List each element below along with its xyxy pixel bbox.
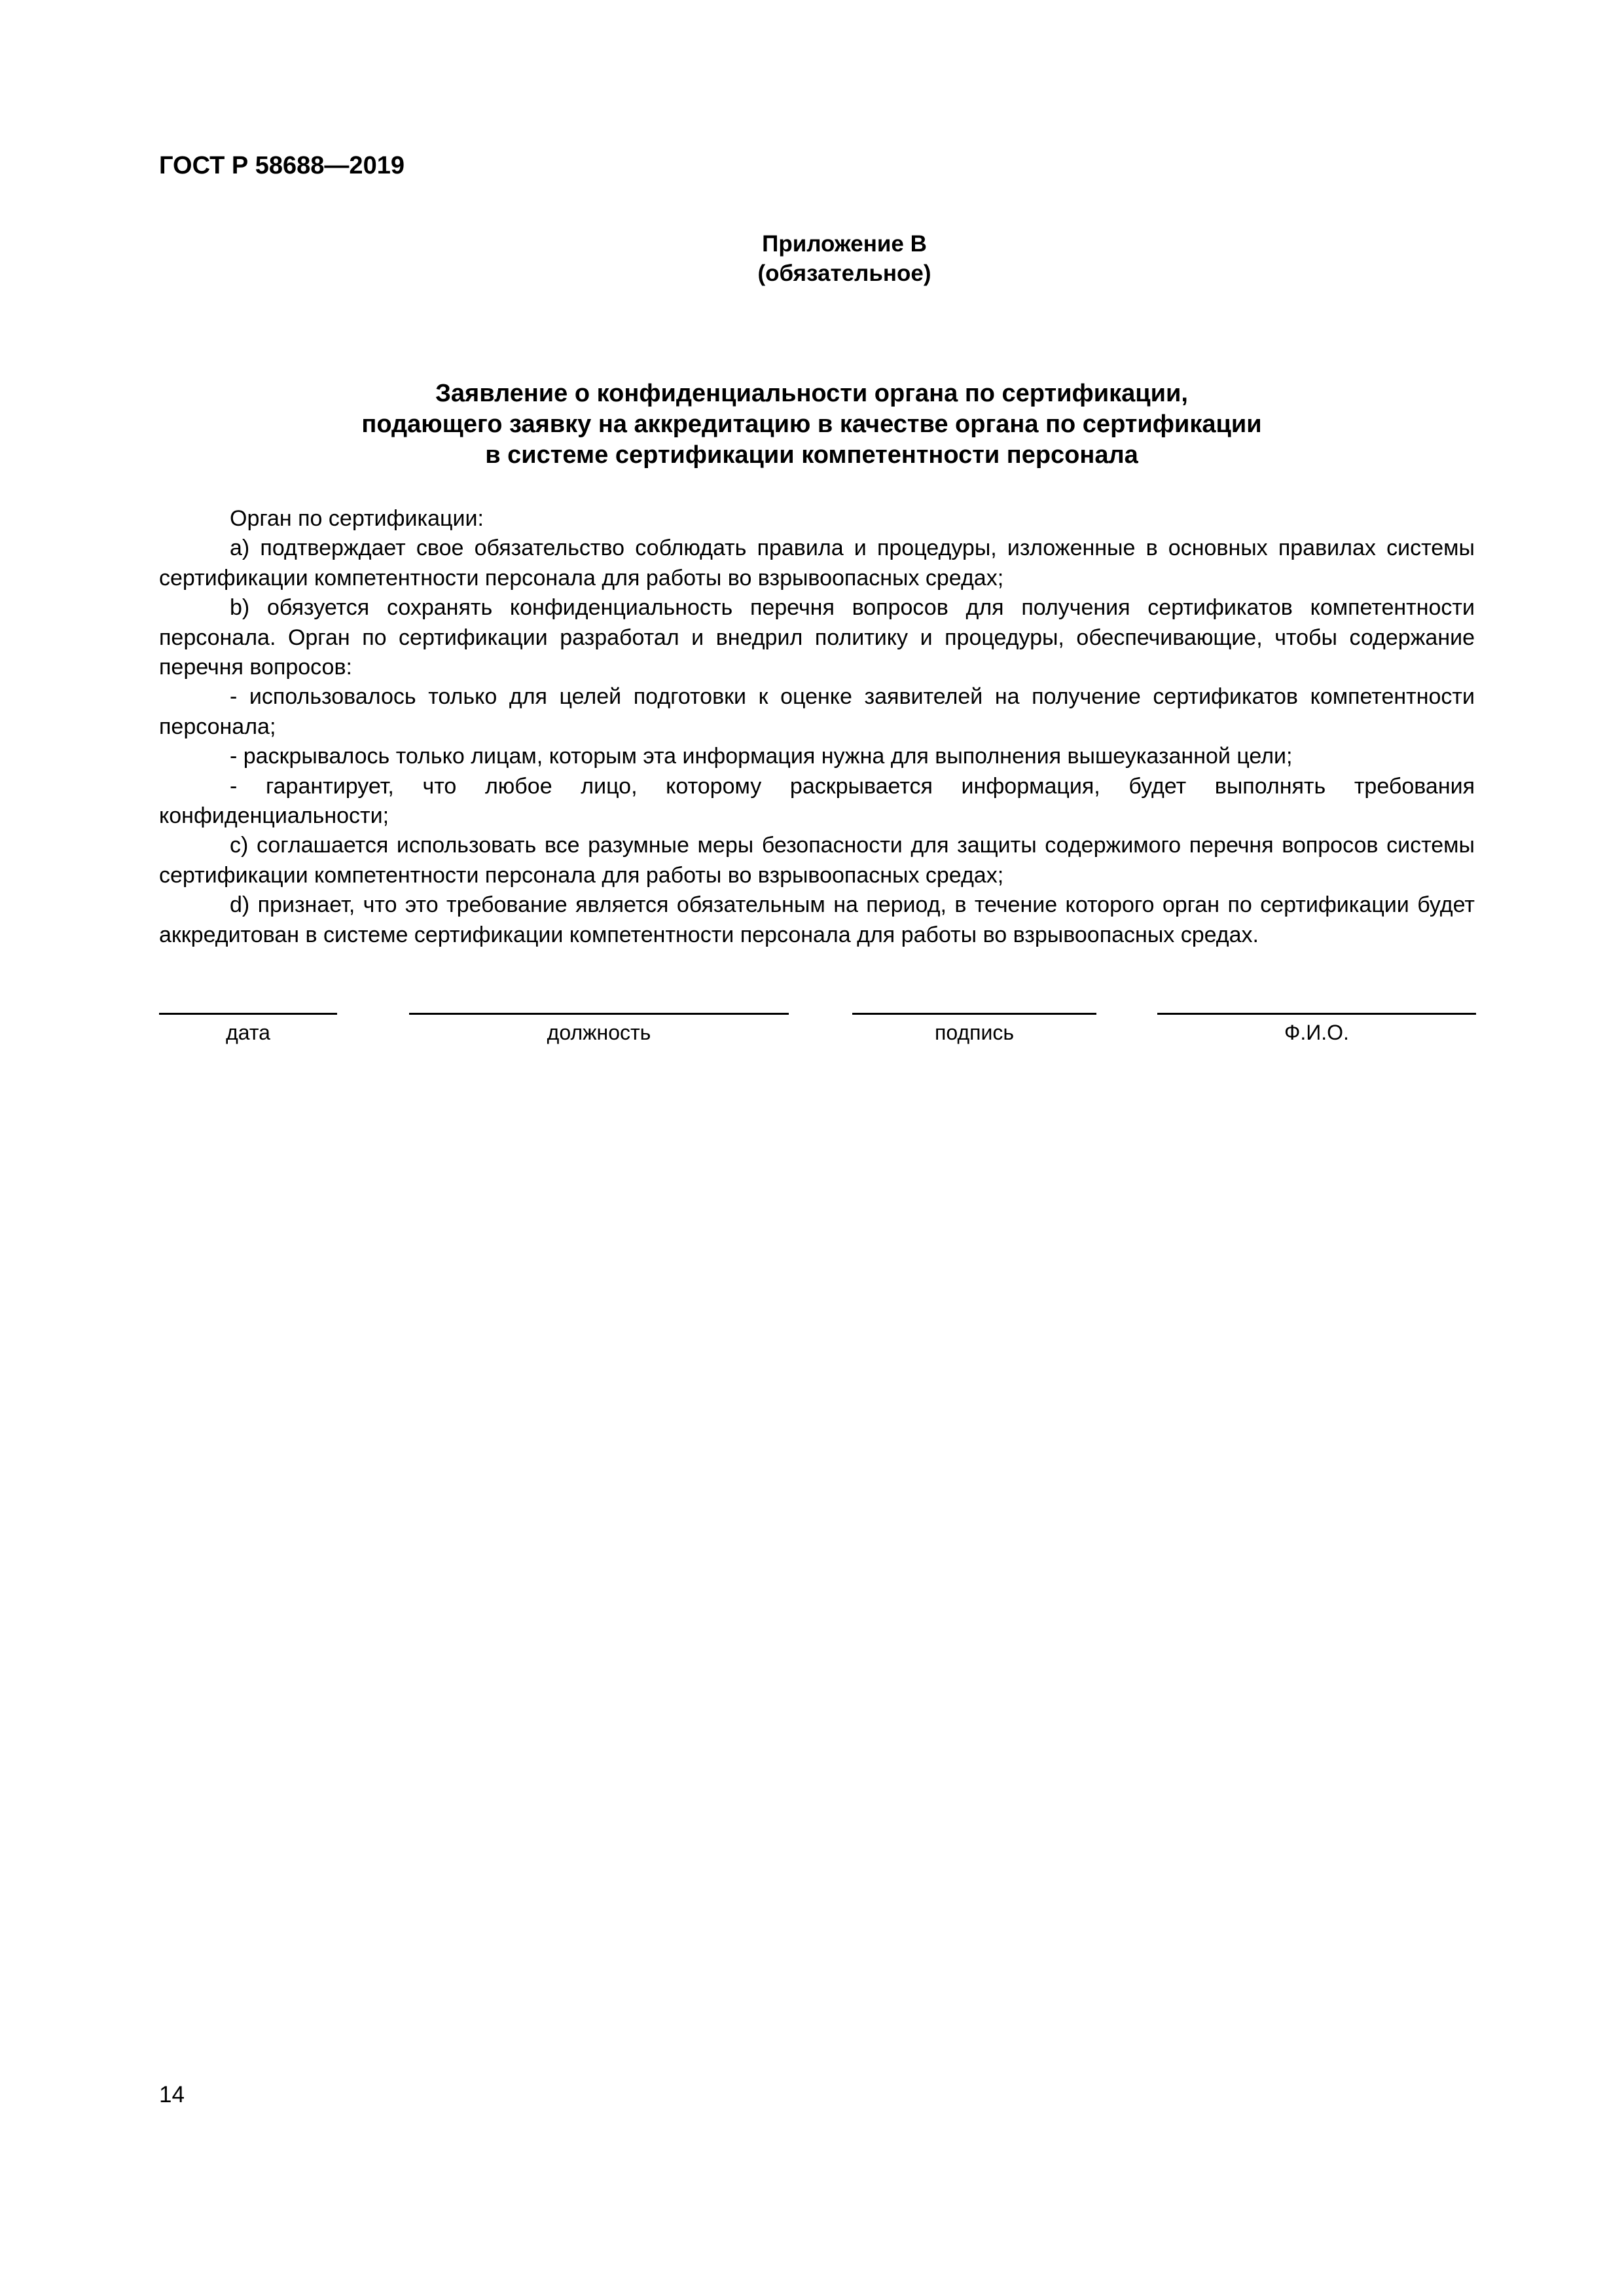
- statement-title-line-3: в системе сертификации компетентности персонала: [485, 441, 1138, 469]
- body-subitem-3: - гарантирует, что любое лицо, которому раскрывается информация, будет выполнять требования конфиденциальности;: [159, 773, 1475, 829]
- signature-field-name[interactable]: [1157, 1005, 1476, 1044]
- body-item-b: b) обязуется сохранять конфиденциальность перечня вопросов для получения сертификатов компетентности персонала. Орган по сертификации разработал и внедрил политику и процедуры, обеспечивающие, чтобы содержание перечня вопросов:: [159, 595, 1475, 680]
- body-item-a: a) подтверждает свое обязательство соблюдать правила и процедуры, изложенные в основных правилах системы сертификации компетентности персонала для работы во взрывоопасных средах;: [159, 536, 1475, 591]
- body-subitem-2: - раскрывалось только лицам, которым эта информация нужна для выполнения вышеуказанной цели;: [230, 744, 1293, 769]
- signature-label-name: Ф.И.О.: [1284, 1021, 1349, 1044]
- statement-title-line-2: подающего заявку на аккредитацию в качестве органа по сертификации: [361, 410, 1262, 438]
- signature-field-date[interactable]: [159, 1005, 337, 1044]
- signature-label-date: дата: [226, 1021, 270, 1044]
- signature-field-position[interactable]: [409, 1005, 789, 1044]
- signature-line: [159, 1013, 337, 1015]
- body-intro: Орган по сертификации:: [230, 506, 484, 531]
- signature-line: [852, 1013, 1096, 1015]
- statement-title-line-1: Заявление о конфиденциальности органа по сертификации,: [435, 380, 1188, 407]
- body-item-c: c) соглашается использовать все разумные меры безопасности для защиты содержимого перечня вопросов системы сертификации компетентности персонала для работы во взрывоопасных средах;: [159, 833, 1475, 888]
- annex-title: Приложение В: [762, 231, 927, 257]
- statement-body: [159, 504, 1475, 950]
- signature-label-signature: подпись: [935, 1021, 1014, 1044]
- signature-line: [409, 1013, 789, 1015]
- signature-label-position: должность: [547, 1021, 651, 1044]
- annex-status: (обязательное): [757, 261, 931, 286]
- signature-field-signature[interactable]: [852, 1005, 1096, 1044]
- body-subitem-1: - использовалось только для целей подготовки к оценке заявителей на получение сертификатов компетентности персонала;: [159, 684, 1475, 739]
- document-code: ГОСТ Р 58688—2019: [159, 152, 405, 179]
- signature-line: [1157, 1013, 1476, 1015]
- body-item-d: d) признает, что это требование является обязательным на период, в течение которого орган по сертификации будет аккредитован в системе сертификации компетентности персонала для работы во взрывоопасных средах.: [159, 892, 1475, 947]
- page-number: 14: [159, 2082, 185, 2107]
